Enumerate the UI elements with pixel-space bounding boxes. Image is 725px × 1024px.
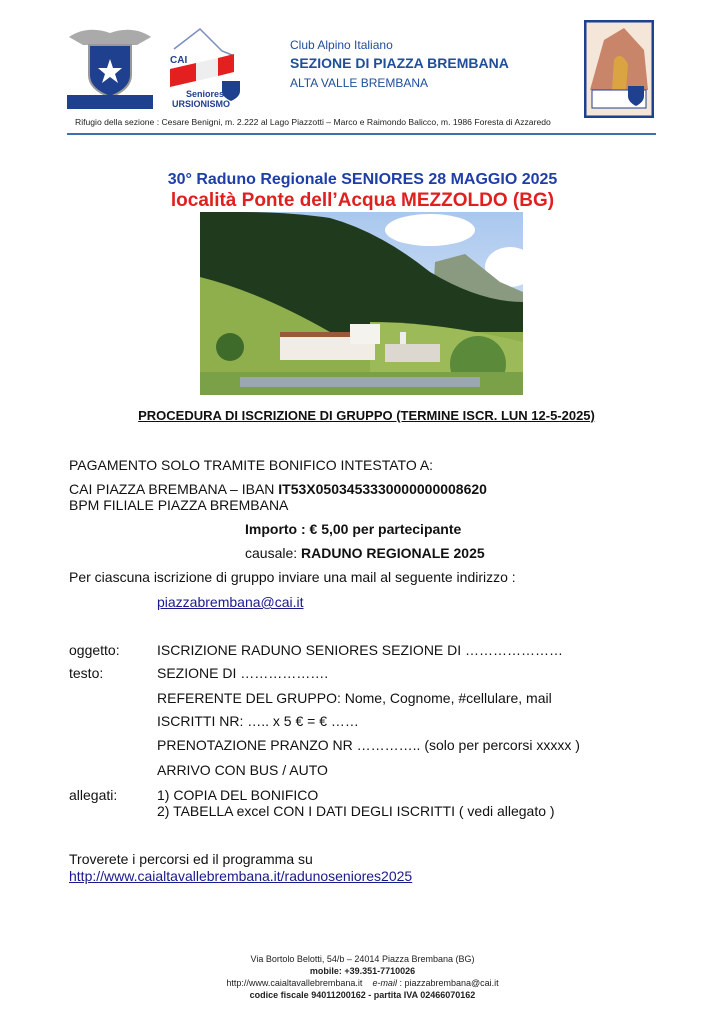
- mail-intro: Per ciascuna iscrizione di gruppo inviare una mail al seguente indirizzo :: [69, 569, 516, 585]
- seniores-escursionismo-logo: [160, 25, 252, 109]
- allegati-item: 1) COPIA DEL BONIFICO: [157, 787, 319, 803]
- oggetto-value: ISCRIZIONE RADUNO SENIORES SEZIONE DI …………………: [157, 642, 564, 658]
- testo-line: ISCRITTI NR: ….. x 5 € = € ……: [157, 713, 359, 729]
- section-badge-logo: [584, 20, 654, 118]
- footer-email[interactable]: : piazzabrembana@cai.it: [396, 978, 499, 988]
- footer-web[interactable]: http://www.caialtavallebrembana.it: [226, 978, 363, 988]
- header-divider: [67, 133, 656, 135]
- testo-line: REFERENTE DEL GRUPPO: Nome, Cognome, #cellulare, mail: [157, 690, 552, 706]
- svg-text:CAI: CAI: [170, 55, 188, 66]
- causale: [245, 545, 485, 561]
- procedure-heading: PROCEDURA DI ISCRIZIONE DI GRUPPO (TERMINE ISCR. LUN 12-5-2025): [138, 408, 595, 423]
- payment-beneficiary: [69, 481, 487, 497]
- causale-value: RADUNO REGIONALE 2025: [301, 545, 485, 561]
- beneficiary-label: CAI PIAZZA BREMBANA – IBAN: [69, 481, 279, 497]
- payment-intro: PAGAMENTO SOLO TRAMITE BONIFICO INTESTATO A:: [69, 457, 434, 473]
- valley-name: ALTA VALLE BREMBANA: [290, 76, 429, 90]
- footer-address: Via Bortolo Belotti, 54/b – 24014 Piazza Brembana (BG): [250, 954, 475, 964]
- footer-fiscal: codice fiscale 94011200162 - partita IVA 02466070162: [249, 990, 476, 1000]
- org-name: Club Alpino Italiano: [290, 38, 393, 52]
- program-link[interactable]: http://www.caialtavallebrembana.it/radunoseniores2025: [69, 868, 413, 884]
- bank-name: BPM FILIALE PIAZZA BREMBANA: [69, 497, 289, 513]
- causale-label: causale:: [245, 545, 302, 561]
- cai-logo: [67, 23, 153, 109]
- testo-line: SEZIONE DI ……………….: [157, 665, 329, 681]
- event-location: località Ponte dell’Acqua MEZZOLDO (BG): [170, 190, 555, 211]
- footer-email-label: e-mail: [372, 978, 397, 988]
- svg-text:URSIONISMO: URSIONISMO: [172, 99, 231, 109]
- location-photo: [200, 212, 523, 395]
- testo-line: PRENOTAZIONE PRANZO NR ………….. (solo per percorsi xxxxx ): [157, 737, 580, 753]
- allegati-label: allegati:: [69, 787, 118, 803]
- program-intro: Troverete i percorsi ed il programma su: [69, 851, 313, 867]
- event-title: 30° Raduno Regionale SENIORES 28 MAGGIO 2025: [167, 171, 558, 188]
- svg-text:Seniores: Seniores: [186, 89, 225, 99]
- footer-mobile: mobile: +39.351-7710026: [309, 966, 416, 976]
- oggetto-label: oggetto:: [69, 642, 120, 658]
- mail-address-link[interactable]: piazzabrembana@cai.it: [157, 594, 304, 610]
- testo-line: ARRIVO CON BUS / AUTO: [157, 762, 328, 778]
- section-name: SEZIONE DI PIAZZA BREMBANA: [290, 55, 509, 71]
- testo-label: testo:: [69, 665, 104, 681]
- iban-value: IT53X0503453330000000008620: [278, 481, 487, 497]
- amount: Importo : € 5,00 per partecipante: [245, 521, 462, 537]
- footer-contacts: [0, 978, 725, 988]
- allegati-item: 2) TABELLA excel CON I DATI DEGLI ISCRITTI ( vedi allegato ): [157, 803, 555, 819]
- refuge-info: Rifugio della sezione : Cesare Benigni, m. 2.222 al Lago Piazzotti – Marco e Raimondo Balicco, m. 1986 Foresta di Azzaredo: [75, 117, 551, 127]
